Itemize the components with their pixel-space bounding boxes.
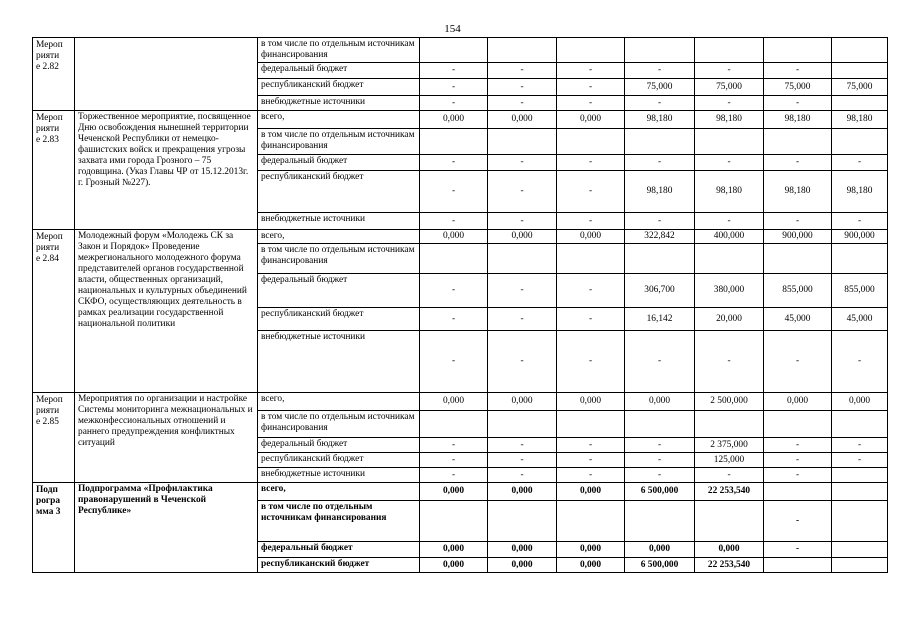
amount-cell: - bbox=[420, 171, 488, 213]
amount-cell: - bbox=[420, 155, 488, 171]
amount-cell bbox=[832, 96, 888, 111]
amount-cell: 75,000 bbox=[764, 79, 832, 96]
amount-cell: - bbox=[488, 79, 557, 96]
amount-cell bbox=[625, 501, 695, 542]
amount-cell: 0,000 bbox=[557, 542, 625, 558]
amount-cell bbox=[420, 411, 488, 438]
amount-cell: - bbox=[420, 331, 488, 393]
amount-cell bbox=[832, 63, 888, 79]
amount-cell bbox=[695, 501, 764, 542]
amount-cell bbox=[832, 501, 888, 542]
amount-cell: 0,000 bbox=[557, 393, 625, 411]
amount-cell bbox=[832, 411, 888, 438]
amount-cell bbox=[625, 411, 695, 438]
amount-cell bbox=[764, 129, 832, 155]
amount-cell: - bbox=[695, 468, 764, 483]
amount-cell: 0,000 bbox=[557, 111, 625, 129]
amount-cell bbox=[625, 244, 695, 274]
amount-cell: 45,000 bbox=[764, 308, 832, 331]
amount-cell: - bbox=[488, 308, 557, 331]
budget-table bbox=[32, 37, 888, 573]
amount-cell: - bbox=[695, 96, 764, 111]
amount-cell bbox=[832, 542, 888, 558]
measure-code: Мероп рияти е 2.82 bbox=[33, 38, 75, 111]
amount-cell: 0,000 bbox=[420, 542, 488, 558]
amount-cell: 98,180 bbox=[695, 171, 764, 213]
measure-description: Подпрограмма «Профилактика правонарушений в Чеченской Республике» bbox=[75, 483, 258, 573]
measure-description: Мероприятия по организации и настройке Системы мониторинга межнациональных и межконфессиональных отношений и раннего предупреждения конфликтных ситуаций bbox=[75, 393, 258, 483]
amount-cell: - bbox=[420, 79, 488, 96]
amount-cell: - bbox=[764, 453, 832, 468]
amount-cell: - bbox=[557, 79, 625, 96]
amount-cell bbox=[488, 244, 557, 274]
funding-source-label: в том числе по отдельным источникам финансирования bbox=[258, 501, 420, 542]
amount-cell: - bbox=[764, 63, 832, 79]
funding-source-label: в том числе по отдельным источникам финансирования bbox=[258, 129, 420, 155]
amount-cell bbox=[488, 129, 557, 155]
amount-cell: 2 500,000 bbox=[695, 393, 764, 411]
amount-cell: 0,000 bbox=[557, 483, 625, 501]
amount-cell: - bbox=[420, 274, 488, 308]
amount-cell: 0,000 bbox=[488, 230, 557, 244]
amount-cell: - bbox=[625, 438, 695, 453]
table-row bbox=[33, 230, 888, 244]
amount-cell: 45,000 bbox=[832, 308, 888, 331]
amount-cell: 98,180 bbox=[625, 111, 695, 129]
amount-cell bbox=[832, 558, 888, 573]
amount-cell: 2 375,000 bbox=[695, 438, 764, 453]
funding-source-label: республиканский бюджет bbox=[258, 79, 420, 96]
amount-cell: - bbox=[488, 468, 557, 483]
amount-cell: 20,000 bbox=[695, 308, 764, 331]
amount-cell: - bbox=[695, 155, 764, 171]
amount-cell: - bbox=[557, 438, 625, 453]
amount-cell: - bbox=[557, 171, 625, 213]
amount-cell: 0,000 bbox=[764, 393, 832, 411]
amount-cell: - bbox=[557, 63, 625, 79]
amount-cell bbox=[764, 38, 832, 63]
amount-cell: - bbox=[764, 501, 832, 542]
amount-cell: - bbox=[832, 213, 888, 230]
amount-cell: - bbox=[488, 213, 557, 230]
amount-cell: - bbox=[764, 542, 832, 558]
amount-cell bbox=[695, 129, 764, 155]
amount-cell: 900,000 bbox=[764, 230, 832, 244]
page-number: 154 bbox=[444, 23, 461, 35]
amount-cell bbox=[832, 38, 888, 63]
amount-cell: 98,180 bbox=[625, 171, 695, 213]
amount-cell bbox=[764, 483, 832, 501]
amount-cell bbox=[764, 244, 832, 274]
funding-source-label: внебюджетные источники bbox=[258, 213, 420, 230]
amount-cell: - bbox=[557, 213, 625, 230]
amount-cell: 400,000 bbox=[695, 230, 764, 244]
amount-cell: 98,180 bbox=[764, 111, 832, 129]
amount-cell: - bbox=[488, 274, 557, 308]
amount-cell: 98,180 bbox=[832, 171, 888, 213]
amount-cell: - bbox=[557, 96, 625, 111]
funding-source-label: республиканский бюджет bbox=[258, 308, 420, 331]
amount-cell: - bbox=[557, 155, 625, 171]
funding-source-label: в том числе по отдельным источникам финансирования bbox=[258, 38, 420, 63]
amount-cell: - bbox=[557, 453, 625, 468]
funding-source-label: республиканский бюджет bbox=[258, 558, 420, 573]
funding-source-label: внебюджетные источники bbox=[258, 468, 420, 483]
table-row bbox=[33, 111, 888, 129]
amount-cell: 0,000 bbox=[832, 393, 888, 411]
amount-cell: 855,000 bbox=[832, 274, 888, 308]
amount-cell: 0,000 bbox=[420, 483, 488, 501]
amount-cell: - bbox=[557, 331, 625, 393]
amount-cell: 0,000 bbox=[625, 393, 695, 411]
amount-cell: - bbox=[625, 331, 695, 393]
amount-cell bbox=[625, 129, 695, 155]
amount-cell bbox=[557, 411, 625, 438]
amount-cell: - bbox=[420, 438, 488, 453]
table-row bbox=[33, 393, 888, 411]
amount-cell: - bbox=[625, 155, 695, 171]
amount-cell: 22 253,540 bbox=[695, 558, 764, 573]
amount-cell: 0,000 bbox=[488, 483, 557, 501]
amount-cell: 75,000 bbox=[832, 79, 888, 96]
funding-source-label: всего, bbox=[258, 230, 420, 244]
funding-source-label: всего, bbox=[258, 111, 420, 129]
amount-cell: 0,000 bbox=[420, 230, 488, 244]
amount-cell bbox=[488, 411, 557, 438]
amount-cell: - bbox=[625, 63, 695, 79]
amount-cell: - bbox=[695, 63, 764, 79]
amount-cell: 0,000 bbox=[488, 393, 557, 411]
amount-cell: - bbox=[764, 331, 832, 393]
amount-cell: - bbox=[625, 468, 695, 483]
amount-cell bbox=[557, 244, 625, 274]
amount-cell: 0,000 bbox=[557, 558, 625, 573]
amount-cell: 6 500,000 bbox=[625, 483, 695, 501]
amount-cell: 16,142 bbox=[625, 308, 695, 331]
amount-cell: 855,000 bbox=[764, 274, 832, 308]
amount-cell: 22 253,540 bbox=[695, 483, 764, 501]
amount-cell bbox=[832, 468, 888, 483]
amount-cell: 0,000 bbox=[625, 542, 695, 558]
amount-cell: - bbox=[420, 308, 488, 331]
amount-cell: - bbox=[695, 213, 764, 230]
measure-code: Мероп рияти е 2.85 bbox=[33, 393, 75, 483]
funding-source-label: федеральный бюджет bbox=[258, 63, 420, 79]
amount-cell: 0,000 bbox=[420, 558, 488, 573]
amount-cell: - bbox=[488, 331, 557, 393]
amount-cell: - bbox=[695, 331, 764, 393]
amount-cell: - bbox=[625, 213, 695, 230]
amount-cell bbox=[695, 38, 764, 63]
measure-description: Торжественное мероприятие, посвященное Дню освобождения нынешней территории Чеченской Республики от немецко-фашистских войск и прекращения угрозы захвата ими города Грозного – 75 годовщина. (Указ Главы ЧР от 15.12.2013г. г. Грозный №227). bbox=[75, 111, 258, 230]
amount-cell: 0,000 bbox=[488, 542, 557, 558]
amount-cell: 306,700 bbox=[625, 274, 695, 308]
amount-cell: - bbox=[420, 213, 488, 230]
amount-cell: - bbox=[420, 63, 488, 79]
funding-source-label: федеральный бюджет bbox=[258, 274, 420, 308]
amount-cell bbox=[488, 501, 557, 542]
amount-cell: - bbox=[557, 468, 625, 483]
amount-cell: - bbox=[832, 155, 888, 171]
amount-cell: - bbox=[557, 274, 625, 308]
amount-cell: 0,000 bbox=[420, 111, 488, 129]
amount-cell: 0,000 bbox=[557, 230, 625, 244]
amount-cell bbox=[557, 501, 625, 542]
table-row bbox=[33, 38, 888, 63]
funding-source-label: в том числе по отдельным источникам финансирования bbox=[258, 244, 420, 274]
amount-cell bbox=[625, 38, 695, 63]
amount-cell: 98,180 bbox=[695, 111, 764, 129]
amount-cell bbox=[488, 38, 557, 63]
amount-cell: 322,842 bbox=[625, 230, 695, 244]
amount-cell bbox=[764, 558, 832, 573]
amount-cell: - bbox=[420, 453, 488, 468]
funding-source-label: федеральный бюджет bbox=[258, 542, 420, 558]
amount-cell: - bbox=[488, 453, 557, 468]
amount-cell bbox=[420, 501, 488, 542]
amount-cell: - bbox=[488, 171, 557, 213]
amount-cell: - bbox=[832, 438, 888, 453]
amount-cell bbox=[832, 244, 888, 274]
amount-cell: 380,000 bbox=[695, 274, 764, 308]
amount-cell: 0,000 bbox=[488, 111, 557, 129]
amount-cell: - bbox=[625, 453, 695, 468]
amount-cell: - bbox=[488, 155, 557, 171]
amount-cell: 6 500,000 bbox=[625, 558, 695, 573]
amount-cell bbox=[832, 483, 888, 501]
amount-cell bbox=[832, 129, 888, 155]
amount-cell: 0,000 bbox=[488, 558, 557, 573]
measure-description bbox=[75, 38, 258, 111]
amount-cell bbox=[695, 244, 764, 274]
amount-cell: - bbox=[488, 438, 557, 453]
amount-cell: - bbox=[420, 96, 488, 111]
amount-cell: - bbox=[764, 155, 832, 171]
amount-cell bbox=[764, 411, 832, 438]
table-row bbox=[33, 483, 888, 501]
funding-source-label: всего, bbox=[258, 483, 420, 501]
amount-cell: 125,000 bbox=[695, 453, 764, 468]
amount-cell: 98,180 bbox=[764, 171, 832, 213]
amount-cell: 0,000 bbox=[695, 542, 764, 558]
funding-source-label: федеральный бюджет bbox=[258, 438, 420, 453]
amount-cell: - bbox=[764, 468, 832, 483]
measure-code: Подп рогра мма 3 bbox=[33, 483, 75, 573]
amount-cell: - bbox=[420, 468, 488, 483]
amount-cell: - bbox=[488, 63, 557, 79]
funding-source-label: всего, bbox=[258, 393, 420, 411]
measure-code: Мероп рияти е 2.83 bbox=[33, 111, 75, 230]
amount-cell: - bbox=[832, 453, 888, 468]
amount-cell: 75,000 bbox=[695, 79, 764, 96]
amount-cell: - bbox=[764, 438, 832, 453]
amount-cell: 0,000 bbox=[420, 393, 488, 411]
amount-cell: - bbox=[764, 213, 832, 230]
amount-cell bbox=[420, 38, 488, 63]
funding-source-label: республиканский бюджет bbox=[258, 453, 420, 468]
amount-cell: 98,180 bbox=[832, 111, 888, 129]
amount-cell bbox=[420, 129, 488, 155]
funding-source-label: внебюджетные источники bbox=[258, 96, 420, 111]
amount-cell bbox=[557, 129, 625, 155]
amount-cell bbox=[420, 244, 488, 274]
amount-cell: - bbox=[625, 96, 695, 111]
amount-cell: - bbox=[764, 96, 832, 111]
amount-cell: 900,000 bbox=[832, 230, 888, 244]
amount-cell bbox=[557, 38, 625, 63]
measure-description: Молодежный форум «Молодежь СК за Закон и Порядок» Проведение межрегионального молодежного форума представителей органов государственной власти, общественных организаций, национальных и культурных объединений СКФО, осуществляющих деятельность в рамках реализации государственной национальной политики bbox=[75, 230, 258, 393]
amount-cell: - bbox=[488, 96, 557, 111]
amount-cell: - bbox=[832, 331, 888, 393]
amount-cell: - bbox=[557, 308, 625, 331]
funding-source-label: внебюджетные источники bbox=[258, 331, 420, 393]
funding-source-label: федеральный бюджет bbox=[258, 155, 420, 171]
funding-source-label: в том числе по отдельным источникам финансирования bbox=[258, 411, 420, 438]
measure-code: Мероп рияти е 2.84 bbox=[33, 230, 75, 393]
amount-cell bbox=[695, 411, 764, 438]
amount-cell: 75,000 bbox=[625, 79, 695, 96]
funding-source-label: республиканский бюджет bbox=[258, 171, 420, 213]
